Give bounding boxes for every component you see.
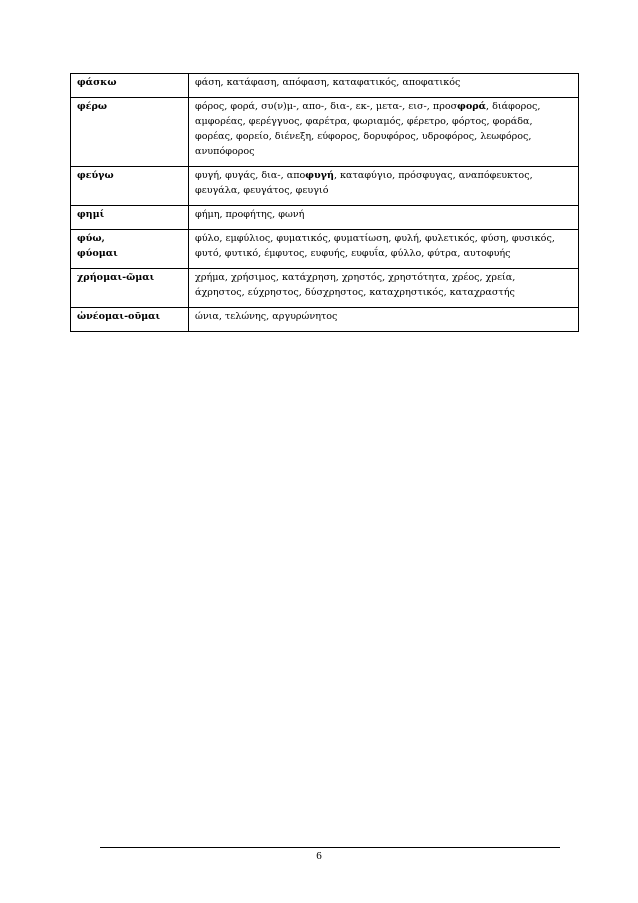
- vocabulary-table: [70, 73, 579, 332]
- derivative-text: φυγή, φυγάς, δια-, απο: [195, 170, 306, 181]
- derivative-text: , διάφορος, αμφορέας, φερέγγυος, φαρέτρα, φωριαμός, φέρετρο, φόρτος, φοράδα, φορέας, φορείο, διένεξη, εύφορος, δορυφόρος, υδροφόρος, λεωφόρος, ανυπόφορος: [195, 101, 541, 157]
- derivative-text: , καταφύγιο, πρόσφυγας, αναπόφευκτος, φευγάλα, φευγάτος, φευγιό: [195, 170, 533, 196]
- derivative-text: φάση, κατάφαση, απόφαση, καταφατικός, αποφατικός: [195, 77, 461, 88]
- term-cell: φημί: [71, 206, 189, 230]
- term-cell: [71, 230, 189, 269]
- term-line: φύομαι: [77, 248, 118, 259]
- derivative-text: χρήμα, χρήσιμος, κατάχρηση, χρηστός, χρηστότητα, χρέος, χρεία, άχρηστος, εύχρηστος, δύσχρηστος, καταχρηστικός, καταχραστής: [195, 272, 516, 298]
- derivative-text: φύλο, εμφύλιος, φυματικός, φυματίωση, φυλή, φυλετικός, φύση, φυσικός, φυτό, φυτικό, έμφυτος, ευφυής, ευφυΐα, φύλλο, φύτρα, αυτοφυής: [195, 233, 555, 259]
- table-row: [71, 167, 579, 206]
- page-number: 6: [316, 850, 322, 862]
- table-row: [71, 74, 579, 98]
- derivative-text: φόρος, φορά, συ(ν)μ-, απο-, δια-, εκ-, μετα-, εισ-, προσ: [195, 101, 458, 112]
- derivatives-cell: [189, 206, 579, 230]
- footer-divider: [100, 847, 560, 848]
- table-row: [71, 206, 579, 230]
- table-row: [71, 308, 579, 332]
- table-row: [71, 269, 579, 308]
- derivatives-cell: [189, 167, 579, 206]
- derivative-highlight: φυγή: [305, 170, 334, 181]
- term-cell: φέρω: [71, 98, 189, 167]
- term-line: φύω,: [77, 233, 105, 244]
- table-row: [71, 230, 579, 269]
- derivative-text: φήμη, προφήτης, φωνή: [195, 209, 305, 220]
- derivative-text: ώνια, τελώνης, αργυρώνητος: [195, 311, 338, 322]
- table-row: [71, 98, 579, 167]
- term-cell: φάσκω: [71, 74, 189, 98]
- derivative-highlight: φορά: [457, 101, 486, 112]
- derivatives-cell: [189, 74, 579, 98]
- derivatives-cell: [189, 269, 579, 308]
- term-cell: φεύγω: [71, 167, 189, 206]
- derivatives-cell: [189, 98, 579, 167]
- term-cell: χρήομαι-ῶμαι: [71, 269, 189, 308]
- derivatives-cell: [189, 230, 579, 269]
- derivatives-cell: [189, 308, 579, 332]
- term-cell: ὠνέομαι-οῦμαι: [71, 308, 189, 332]
